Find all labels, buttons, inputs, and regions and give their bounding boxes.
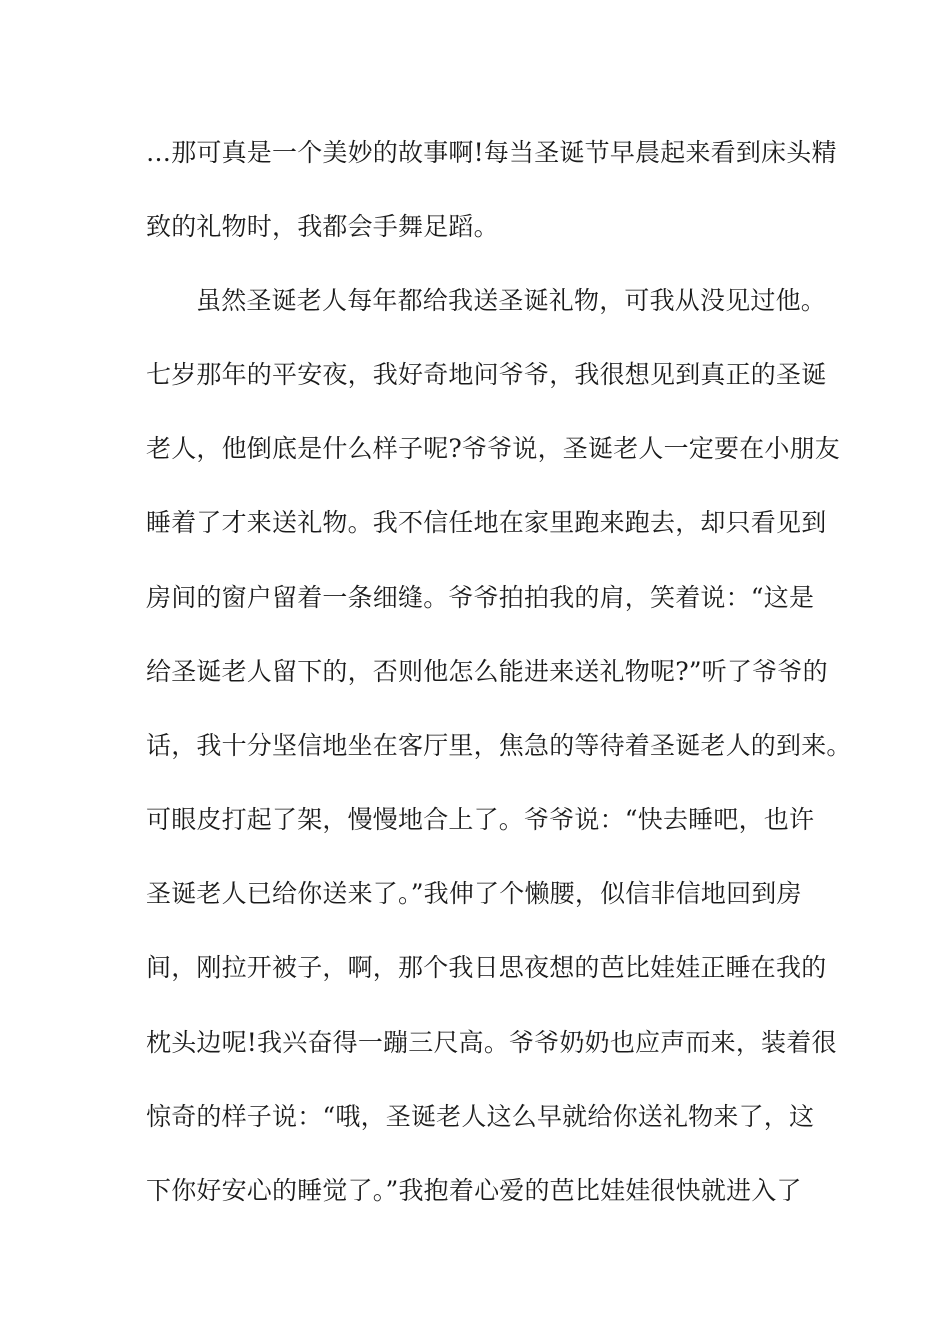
text-line-11: 圣诞老人已给你送来了。”我伸了个懒腰，似信非信地回到房 <box>146 879 802 908</box>
text-line-3: 虽然圣诞老人每年都给我送圣诞礼物，可我从没见过他。 <box>196 286 827 315</box>
text-line-2: 致的礼物时，我都会手舞足蹈。 <box>146 212 499 241</box>
text-line-6: 睡着了才来送礼物。我不信任地在家里跑来跑去，却只看见到 <box>146 508 827 537</box>
text-line-15: 下你好安心的睡觉了。”我抱着心爱的芭比娃娃很快就进入了 <box>146 1176 802 1205</box>
text-line-8: 给圣诞老人留下的，否则他怎么能进来送礼物呢?”听了爷爷的 <box>146 657 828 686</box>
text-line-12: 间，刚拉开被子，啊，那个我日思夜想的芭比娃娃正睡在我的 <box>146 953 827 982</box>
text-line-1: …那可真是一个美妙的故事啊!每当圣诞节早晨起来看到床头精 <box>146 138 837 167</box>
text-line-7: 房间的窗户留着一条细缝。爷爷拍拍我的肩，笑着说：“这是 <box>146 583 815 612</box>
text-line-4: 七岁那年的平安夜，我好奇地问爷爷，我很想见到真正的圣诞 <box>146 360 827 389</box>
text-line-13: 枕头边呢!我兴奋得一蹦三尺高。爷爷奶奶也应声而来，装着很 <box>146 1028 837 1057</box>
text-line-5: 老人，他倒底是什么样子呢?爷爷说，圣诞老人一定要在小朋友 <box>146 434 841 463</box>
text-line-9: 话，我十分坚信地坐在客厅里，焦急的等待着圣诞老人的到来。 <box>146 731 852 760</box>
text-line-14: 惊奇的样子说：“哦，圣诞老人这么早就给你送礼物来了，这 <box>146 1102 815 1131</box>
text-line-10: 可眼皮打起了架，慢慢地合上了。爷爷说：“快去睡吧，也许 <box>146 805 815 834</box>
